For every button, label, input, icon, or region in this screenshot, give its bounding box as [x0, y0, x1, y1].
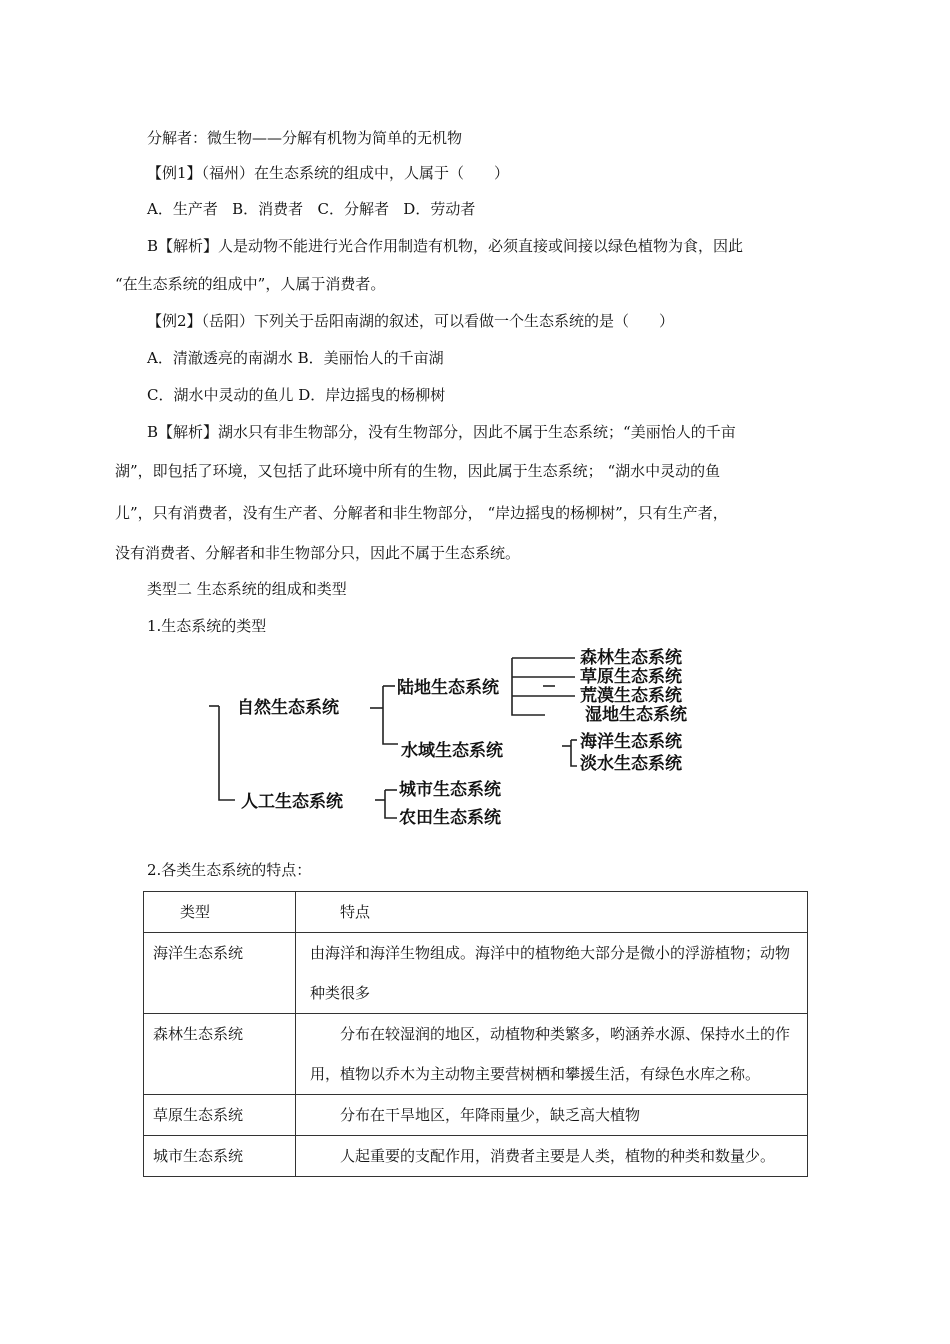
table-row	[144, 1136, 808, 1177]
ecosystem-type-tree	[205, 640, 805, 840]
example2-answer-line1: B【解析】湖水只有非生物部分，没有生物部分，因此不属于生态系统；“美丽怡人的千亩	[147, 423, 736, 441]
cell-feature	[296, 1095, 808, 1136]
table-header-row	[144, 892, 808, 933]
node-water-ecosystem: 水域生态系统	[401, 741, 503, 761]
example1-answer-line1: B【解析】人是动物不能进行光合作用制造有机物，必须直接或间接以绿色植物为食，因此	[147, 237, 744, 255]
ecosystem-features-table	[143, 891, 808, 1177]
cell-type: 森林生态系统	[144, 1014, 296, 1095]
cell-feature-text: 人起重要的支配作用，消费者主要是人类，植物的种类和数量少。	[340, 1147, 776, 1165]
table-row	[144, 1095, 808, 1136]
cell-type: 草原生态系统	[144, 1095, 296, 1136]
option-c: C．分解者	[317, 200, 389, 218]
cell-type: 城市生态系统	[144, 1136, 296, 1177]
cell-feature: 由海洋和海洋生物组成。海洋中的植物绝大部分是微小的浮游植物；动物种类很多	[296, 933, 808, 1014]
cell-feature-text: 分布在干旱地区，年降雨量少，缺乏高大植物	[340, 1106, 641, 1124]
node-artificial-ecosystem: 人工生态系统	[241, 792, 343, 812]
example2-options-line1: A．清澈透亮的南湖水 B．美丽怡人的千亩湖	[147, 349, 444, 367]
option-a: A．生产者	[147, 200, 218, 218]
example2-options-line2: C．湖水中灵动的鱼儿 D．岸边摇曳的杨柳树	[147, 386, 446, 404]
header-type: 类型	[144, 892, 296, 933]
example2-answer-line2: 湖”，即包括了环境，又包括了此环境中所有的生物，因此属于生态系统； “湖水中灵动的鱼	[115, 462, 721, 480]
node-land-ecosystem: 陆地生态系统	[397, 678, 499, 698]
option-d: D．劳动者	[403, 200, 476, 218]
subsection-1-title: 1.生态系统的类型	[147, 617, 267, 635]
node-wetland: 湿地生态系统	[585, 705, 687, 725]
example1-question: 【例1】（福州）在生态系统的组成中，人属于（ ）	[147, 164, 510, 182]
example2-answer-line4: 没有消费者、分解者和非生物部分只，因此不属于生态系统。	[115, 544, 521, 562]
node-natural-ecosystem: 自然生态系统	[237, 698, 339, 718]
cell-type: 海洋生态系统	[144, 933, 296, 1014]
header-feature: 特点	[296, 892, 808, 933]
cell-feature-text: 分布在较湿润的地区，动植物种类繁多，哟涵养水源、保持水土的作用，植物以乔木为主动物主要营树栖和攀援生活，有绿色水库之称。	[310, 1025, 791, 1083]
node-grassland: 草原生态系统	[580, 667, 682, 687]
example2-answer-line3: 儿”，只有消费者，没有生产者、分解者和非生物部分， “岸边摇曳的杨柳树”，只有生产者，	[115, 504, 728, 522]
example1-options	[147, 199, 475, 219]
node-ocean: 海洋生态系统	[580, 732, 682, 752]
node-forest: 森林生态系统	[580, 648, 682, 668]
example1-answer-line2: “在生态系统的组成中”，人属于消费者。	[115, 275, 386, 293]
subsection-2-title: 2.各类生态系统的特点：	[147, 861, 312, 879]
example2-question: 【例2】（岳阳）下列关于岳阳南湖的叙述，可以看做一个生态系统的是（ ）	[147, 312, 675, 330]
option-b: B．消费者	[232, 200, 304, 218]
node-freshwater: 淡水生态系统	[580, 754, 682, 774]
node-desert: 荒漠生态系统	[580, 686, 682, 706]
decomposer-line: 分解者：微生物——分解有机物为简单的无机物	[147, 129, 463, 147]
table-row	[144, 933, 808, 1014]
node-farmland: 农田生态系统	[399, 808, 501, 828]
cell-feature	[296, 1136, 808, 1177]
node-city: 城市生态系统	[399, 780, 501, 800]
cell-feature	[296, 1014, 808, 1095]
type2-title: 类型二 生态系统的组成和类型	[147, 580, 347, 598]
table-row	[144, 1014, 808, 1095]
